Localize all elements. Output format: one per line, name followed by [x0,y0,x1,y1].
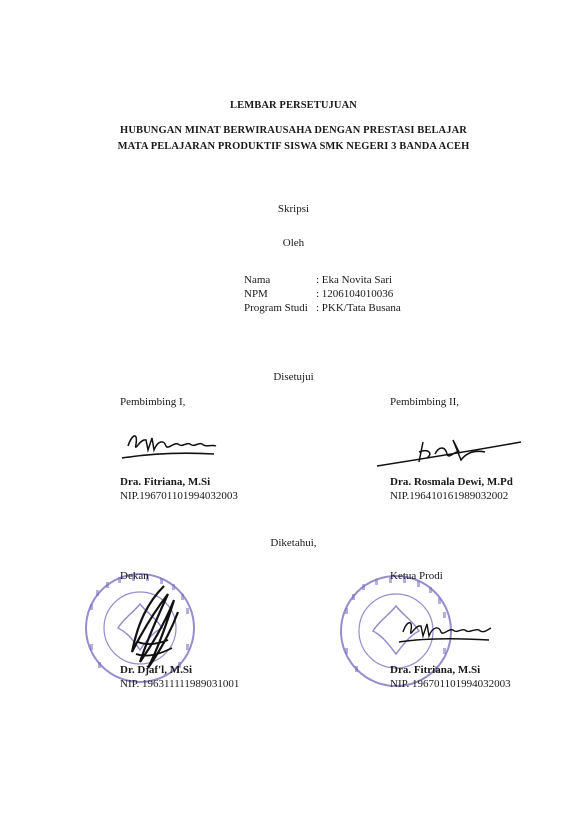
program-head-signature [395,616,495,650]
supervisor-1-name: Dra. Fitriana, M.Si [120,476,211,488]
author-program-value: : PKK/Tata Busana [316,302,401,314]
by-label: Oleh [282,237,305,249]
supervisor-1-signature [118,428,228,464]
thesis-title-line-1: HUBUNGAN MINAT BERWIRAUSAHA DENGAN PRESTASI BELAJAR [120,125,467,136]
supervisor-2-nip: NIP.196410161989032002 [390,490,509,502]
dean-nip: NIP. 196311111989031001 [120,678,240,690]
dean-role: Dekan [120,570,149,582]
dean-signature [118,582,188,674]
author-name-label: Nama [244,274,271,286]
author-npm-value: : 1206104010036 [316,288,394,300]
supervisor-1-nip: NIP.196701101994032003 [120,490,238,502]
supervisor-2-signature [375,432,525,472]
supervisor-1-role: Pembimbing I, [120,396,186,408]
page-title: LEMBAR PERSETUJUAN [230,100,357,111]
supervisor-2-role: Pembimbing II, [390,396,460,408]
acknowledged-label: Diketahui, [270,537,317,549]
program-head-role: Ketua Prodi [390,570,443,582]
program-head-nip: NIP. 196701101994032003 [390,678,511,690]
dean-name: Dr. Djaf'l, M.Si [120,664,193,676]
thesis-title-line-2: MATA PELAJARAN PRODUKTIF SISWA SMK NEGERI 3 BANDA ACEH [117,141,470,152]
document-type: Skripsi [277,203,310,215]
supervisor-2-name: Dra. Rosmala Dewi, M.Pd [390,476,513,488]
author-npm-label: NPM [244,288,268,300]
approved-label: Disetujui [273,371,314,383]
author-name-value: : Eka Novita Sari [316,274,393,286]
author-program-label: Program Studi [244,302,308,314]
program-head-name: Dra. Fitriana, M.Si [390,664,481,676]
